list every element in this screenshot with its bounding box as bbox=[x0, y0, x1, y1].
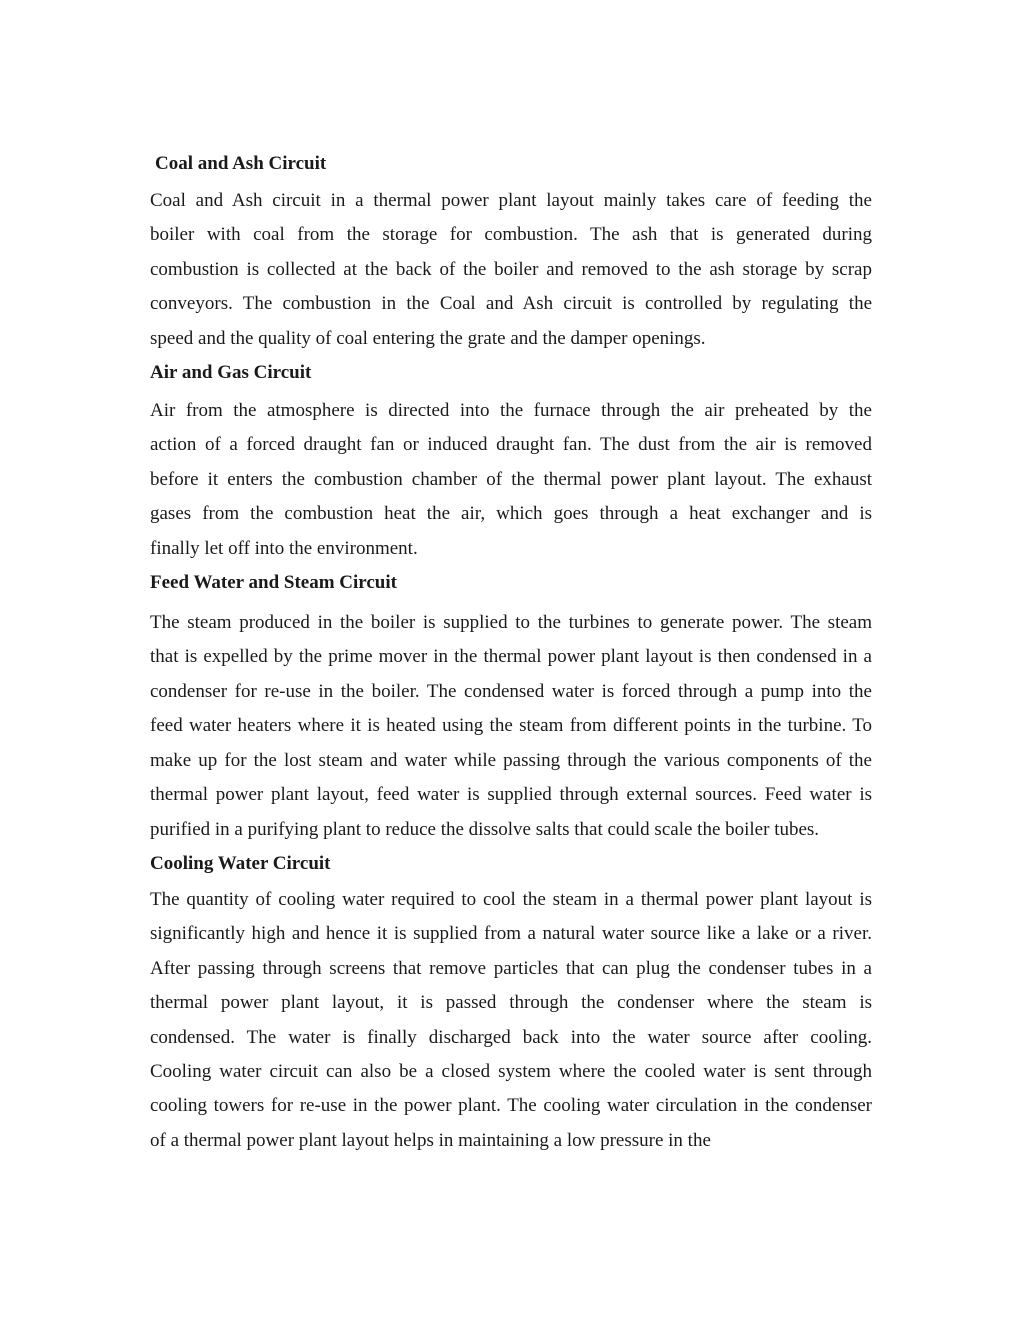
paragraph-line: thermal power plant layout, feed water is supplied through external sources. Feed water is bbox=[150, 784, 872, 806]
paragraph-line: combustion is collected at the back of the boiler and removed to the ash storage by scrap bbox=[150, 258, 872, 280]
paragraph-line: The quantity of cooling water required to cool the steam in a thermal power plant layout is bbox=[150, 888, 872, 910]
section-paragraph-coal-ash bbox=[150, 184, 872, 356]
paragraph-line: conveyors. The combustion in the Coal and Ash circuit is controlled by regulating the bbox=[150, 293, 872, 315]
paragraph-line: make up for the lost steam and water while passing through the various components of the bbox=[150, 749, 872, 771]
paragraph-line: finally let off into the environment. bbox=[150, 537, 418, 559]
paragraph-line: Cooling water circuit can also be a closed system where the cooled water is sent through bbox=[150, 1060, 872, 1082]
document-page bbox=[150, 148, 872, 1158]
section-paragraph-cooling-water bbox=[150, 883, 872, 1158]
paragraph-line: action of a forced draught fan or induced draught fan. The dust from the air is removed bbox=[150, 434, 872, 456]
section-heading-coal-ash: Coal and Ash Circuit bbox=[155, 153, 327, 174]
paragraph-line: purified in a purifying plant to reduce the dissolve salts that could scale the boiler tubes. bbox=[150, 818, 820, 840]
paragraph-line: thermal power plant layout, it is passed through the condenser where the steam is bbox=[150, 992, 872, 1014]
paragraph-line: boiler with coal from the storage for combustion. The ash that is generated during bbox=[150, 224, 872, 246]
paragraph-line: feed water heaters where it is heated using the steam from different points in the turbine. To bbox=[150, 715, 872, 737]
paragraph-line: significantly high and hence it is supplied from a natural water source like a lake or a river. bbox=[150, 923, 872, 945]
paragraph-line: of a thermal power plant layout helps in maintaining a low pressure in the bbox=[150, 1129, 711, 1151]
paragraph-line: that is expelled by the prime mover in the thermal power plant layout is then condensed in a bbox=[150, 646, 872, 668]
section-paragraph-feed-water-steam bbox=[150, 606, 872, 847]
paragraph-line: After passing through screens that remove particles that can plug the condenser tubes in a bbox=[150, 957, 872, 979]
paragraph-line: Coal and Ash circuit in a thermal power plant layout mainly takes care of feeding the bbox=[150, 190, 872, 211]
paragraph-line: The steam produced in the boiler is supplied to the turbines to generate power. The steam bbox=[150, 612, 872, 634]
paragraph-line: Air from the atmosphere is directed into the furnace through the air preheated by the bbox=[150, 400, 872, 422]
paragraph-line: gases from the combustion heat the air, which goes through a heat exchanger and is bbox=[150, 503, 872, 525]
paragraph-line: condensed. The water is finally discharged back into the water source after cooling. bbox=[150, 1026, 872, 1048]
paragraph-line: cooling towers for re-use in the power plant. The cooling water circulation in the condenser bbox=[150, 1095, 872, 1117]
paragraph-line: condenser for re-use in the boiler. The condensed water is forced through a pump into the bbox=[150, 680, 872, 702]
section-heading-cooling-water: Cooling Water Circuit bbox=[150, 852, 331, 874]
paragraph-line: speed and the quality of coal entering the grate and the damper openings. bbox=[150, 327, 706, 349]
section-paragraph-air-gas bbox=[150, 394, 872, 566]
section-heading-air-gas: Air and Gas Circuit bbox=[150, 362, 312, 384]
section-heading-feed-water-steam: Feed Water and Steam Circuit bbox=[150, 572, 397, 594]
paragraph-line: before it enters the combustion chamber of the thermal power plant layout. The exhaust bbox=[150, 468, 872, 490]
